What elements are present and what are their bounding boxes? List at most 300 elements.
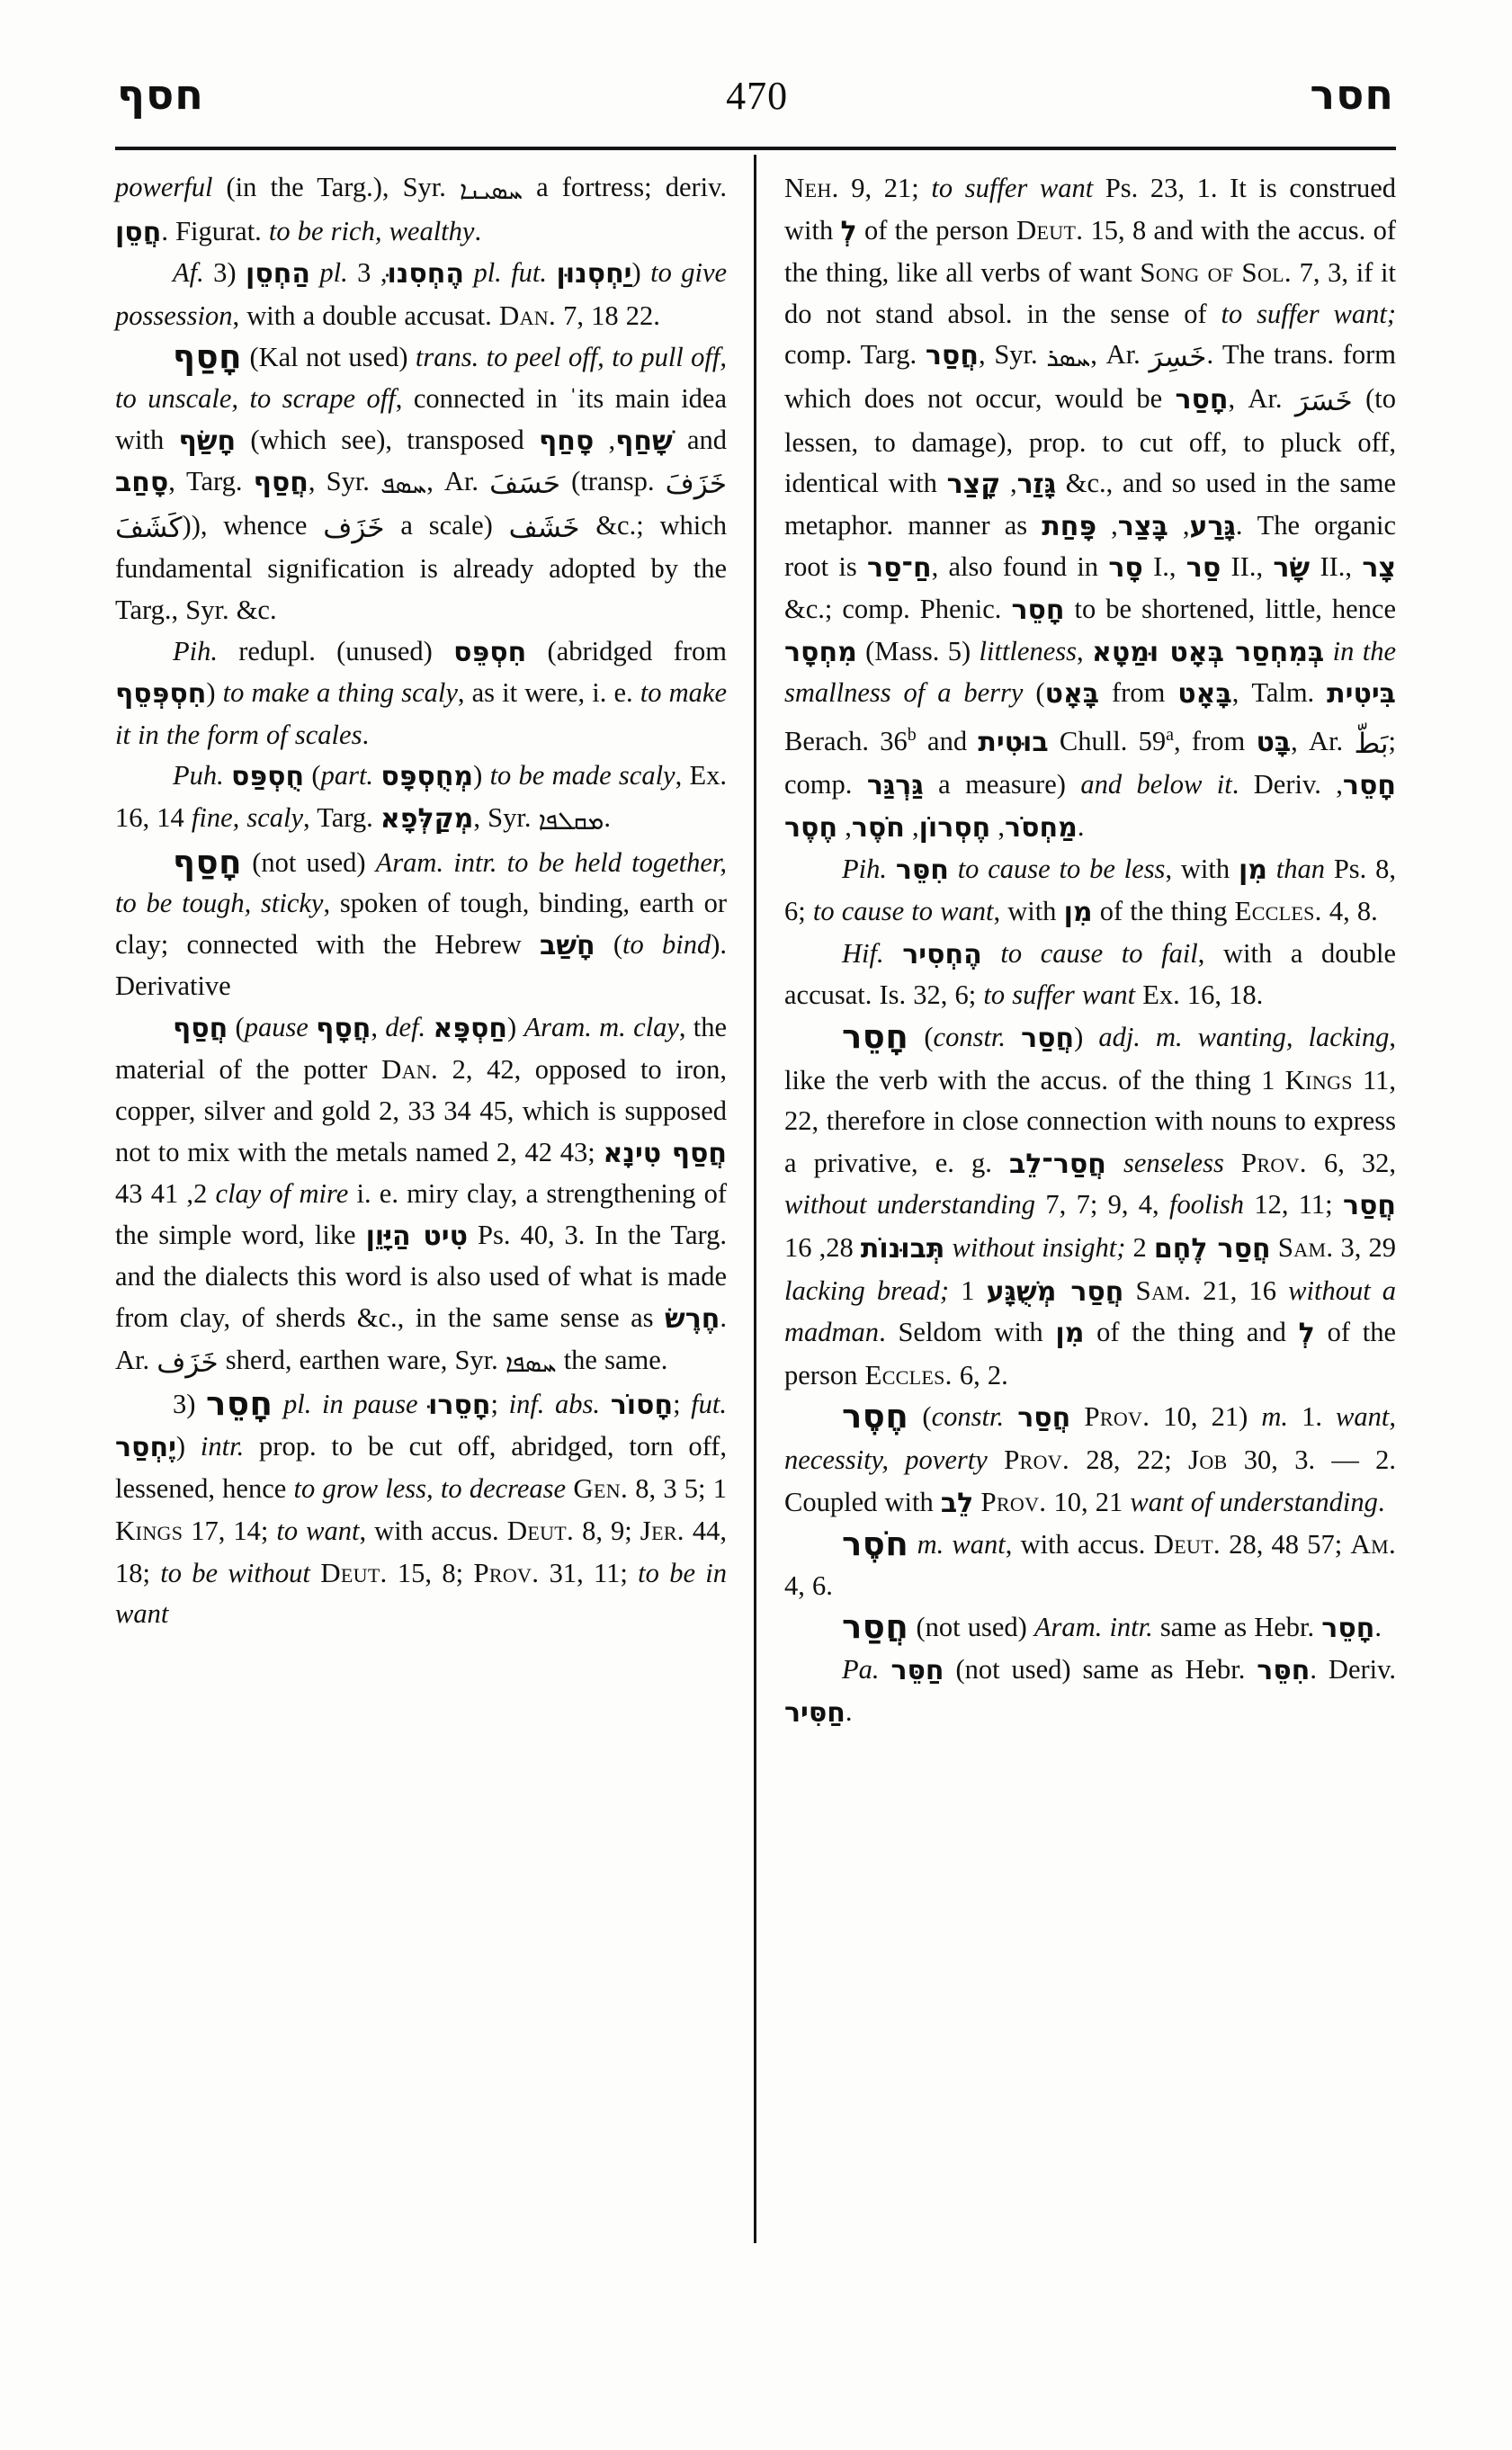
body-text: sherd, earthen ware, Syr. bbox=[218, 1344, 505, 1375]
body-text: to be shortened, little, hence bbox=[1064, 593, 1396, 624]
body-text: i. e. miry clay, a strengthening of the simple word, like bbox=[115, 1178, 728, 1250]
italic-gloss: fine, scaly bbox=[191, 801, 304, 833]
italic-gloss: fut. bbox=[691, 1389, 727, 1420]
italic-gloss: intr. bbox=[200, 1430, 245, 1462]
bible-reference: Kings bbox=[115, 1515, 183, 1546]
hebrew-word: חַסִּיר bbox=[784, 1696, 845, 1729]
entry-headword: חֶסֶר bbox=[842, 1397, 909, 1436]
hebrew-word: מַחְסֹר bbox=[1005, 812, 1078, 845]
header-rule bbox=[115, 147, 1396, 150]
body-text: , bbox=[371, 1011, 386, 1042]
body-text: ) bbox=[206, 677, 223, 709]
body-text: Ps. 8, 6; bbox=[784, 853, 1396, 927]
italic-gloss: inf. abs. bbox=[508, 1389, 601, 1420]
body-text: (Mass. 5) bbox=[856, 635, 980, 666]
italic-gloss: to cause to be less bbox=[957, 853, 1166, 884]
body-text: ( bbox=[908, 1401, 932, 1433]
hebrew-word: הַחְסֵן bbox=[246, 258, 310, 291]
body-text: , as it were, i. e. bbox=[457, 677, 640, 709]
entry-headword: חָסֵר bbox=[842, 1017, 909, 1057]
body-text: 8, 3 5; 1 bbox=[628, 1473, 728, 1505]
italic-gloss: trans. to peel off, to pull off, to unscale, to scrape off bbox=[115, 342, 728, 414]
body-text: 4, 8. bbox=[1321, 896, 1378, 927]
arabic-word: بَطّ bbox=[1354, 727, 1389, 760]
body-text: , bbox=[990, 811, 1006, 843]
hebrew-word: חֲסַר bbox=[1021, 1023, 1075, 1055]
hebrew-word: פָּחַת bbox=[1042, 510, 1097, 542]
running-head-right-hebrew: חסר bbox=[1310, 70, 1394, 119]
entry-paragraph bbox=[784, 934, 1396, 1016]
hebrew-word: בָּט bbox=[1256, 726, 1292, 758]
entry-paragraph bbox=[115, 1007, 727, 1383]
body-text: Ps. 40, 3. In the Targ. and the dialects this word is also used of what is made from clay, of sherds &c., in the same sense as bbox=[115, 1219, 728, 1334]
arabic-word: خَسِرَ bbox=[1149, 341, 1207, 374]
body-text: of the person bbox=[856, 214, 1016, 246]
arabic-word: خَزَف bbox=[323, 511, 385, 544]
body-text: same as Hebr. bbox=[1152, 1612, 1322, 1643]
body-text: , Ar. bbox=[1090, 339, 1150, 371]
body-text: comp. Targ. bbox=[784, 339, 926, 371]
body-text: (not used) bbox=[242, 846, 376, 878]
entry-paragraph bbox=[784, 849, 1396, 934]
hebrew-word: חָסֵר bbox=[1321, 1613, 1375, 1645]
body-text: a fortress; deriv. bbox=[523, 172, 728, 202]
italic-gloss: to be rich, wealthy bbox=[268, 215, 475, 246]
syriac-word: ܚܣܦܐ bbox=[505, 1347, 557, 1378]
body-text: . bbox=[845, 1695, 853, 1727]
body-text: , bbox=[837, 811, 852, 843]
body-text: 44, 18; bbox=[115, 1516, 728, 1588]
italic-gloss: to want bbox=[276, 1516, 360, 1546]
hebrew-word: חֻסְפַּס bbox=[231, 761, 305, 793]
body-text: 9, 21; bbox=[838, 173, 932, 203]
hebrew-word: חָסֵר bbox=[1342, 770, 1396, 802]
body-text: I., bbox=[1142, 551, 1186, 583]
italic-gloss: to make a thing scaly bbox=[222, 677, 458, 709]
body-text: 15, 8 and with the accus. of the thing, like all verbs of want bbox=[784, 214, 1396, 289]
body-text: . Seldom with bbox=[879, 1317, 1056, 1348]
hebrew-word: חֹסֶר bbox=[851, 812, 905, 845]
body-text: 6, 2. bbox=[952, 1359, 1008, 1390]
italic-gloss: Pih. bbox=[842, 853, 887, 884]
body-text: , bbox=[1168, 509, 1190, 541]
body-text: ) bbox=[175, 1430, 201, 1462]
body-text: , bbox=[1096, 509, 1118, 541]
italic-gloss: Aram. intr. to be held together, to be tough, sticky bbox=[115, 846, 727, 919]
body-text: . bbox=[1077, 811, 1085, 843]
hebrew-word: מִחְסָר bbox=[784, 636, 857, 668]
body-text bbox=[309, 1012, 316, 1042]
body-text: the same. bbox=[556, 1344, 668, 1375]
hebrew-word: בָּאָט bbox=[1044, 678, 1100, 711]
body-text: Ex. 16, 18. bbox=[1135, 979, 1264, 1011]
syriac-word: ܡܩܠܦܐ bbox=[538, 805, 604, 836]
bible-reference: Prov. bbox=[1084, 1400, 1150, 1433]
syriac-word: ܚܣܝܢܐ bbox=[459, 175, 523, 205]
body-text: 17, 14; bbox=[183, 1516, 277, 1546]
body-text: 3, 29 bbox=[1333, 1232, 1397, 1263]
body-text bbox=[1324, 636, 1332, 666]
hebrew-word: חִסְפְּסֵף bbox=[115, 678, 207, 711]
body-text: 30, 3. — 2. Coupled with bbox=[784, 1444, 1397, 1517]
body-text: . The trans. form which does not occur, would be bbox=[784, 339, 1396, 414]
bible-reference: Job bbox=[1187, 1443, 1228, 1475]
body-text: of the person bbox=[784, 1317, 1397, 1390]
right-column bbox=[784, 167, 1396, 2254]
hebrew-word: חֲסָף bbox=[316, 1012, 371, 1044]
body-text: . The organic root is bbox=[784, 509, 1397, 583]
hebrew-word: בְּמִחְסַר בְּאָט וּמַטָא bbox=[1091, 636, 1325, 668]
hebrew-word: חֶרֶשׂ bbox=[664, 1303, 720, 1336]
hebrew-word: חֲסַר לֶחֶם bbox=[1153, 1233, 1271, 1265]
body-text: 2, 41 43 bbox=[115, 1178, 216, 1210]
entry-paragraph bbox=[115, 253, 727, 336]
entry-paragraph bbox=[115, 756, 727, 841]
body-text: , Talm. bbox=[1231, 677, 1328, 709]
body-text: 7, 18 22. bbox=[556, 300, 660, 331]
bible-reference: Prov. bbox=[1004, 1443, 1070, 1475]
body-text: . bbox=[474, 215, 482, 246]
italic-gloss: and below it bbox=[1080, 769, 1232, 800]
body-text: and bbox=[672, 424, 727, 455]
body-text: 10, 21 bbox=[1046, 1486, 1131, 1517]
body-text: (which see), transposed bbox=[236, 424, 539, 455]
italic-gloss: pl. in pause bbox=[283, 1389, 418, 1420]
body-text: 2, 42, opposed to iron, copper, silver and gold 2, 33 34 45, which is supposed not to mix with the metals named 2, 42 43; bbox=[115, 1054, 727, 1167]
body-text: (3 bbox=[213, 257, 320, 289]
hebrew-word: מְחֻסְפָּס bbox=[380, 761, 474, 793]
body-text: , Ex. 16, 14 bbox=[115, 760, 727, 833]
body-text: , Ar. bbox=[426, 466, 490, 497]
hebrew-word: חַסְפָּא bbox=[433, 1012, 508, 1044]
body-text bbox=[982, 938, 1001, 969]
italic-gloss: m. want bbox=[917, 1529, 1006, 1560]
hebrew-word: חָסֵר bbox=[1011, 594, 1065, 626]
body-text: , with a double accusat. bbox=[232, 300, 499, 331]
body-text: 31, 11; bbox=[539, 1557, 639, 1588]
hebrew-word: סָחַף bbox=[538, 425, 595, 457]
hebrew-word: סַר bbox=[1185, 552, 1221, 585]
body-text: II., bbox=[1221, 551, 1274, 583]
italic-gloss: Aram. intr. bbox=[1033, 1612, 1153, 1643]
body-text: 28, 48 57; bbox=[1220, 1529, 1351, 1560]
running-head bbox=[117, 70, 1394, 133]
italic-gloss: clay of mire bbox=[215, 1178, 349, 1210]
body-text: , with a double accusat. Is. 32, 6; bbox=[784, 937, 1397, 1011]
italic-gloss: Pih. bbox=[173, 635, 218, 666]
bible-reference: Neh. bbox=[784, 172, 839, 203]
hebrew-word: מִן bbox=[1238, 854, 1267, 886]
body-text bbox=[1006, 1022, 1021, 1052]
italic-gloss: to suffer want; bbox=[1221, 298, 1396, 329]
hebrew-word: חֲסַר תְּבוּנוֹת bbox=[860, 1190, 1396, 1265]
hebrew-word: גָּרַע bbox=[1189, 510, 1236, 542]
body-text bbox=[1004, 1401, 1017, 1432]
hebrew-word: חָשַׁב bbox=[540, 929, 595, 961]
body-text: , bbox=[1076, 635, 1092, 666]
body-text: redupl. (unused) bbox=[217, 635, 454, 666]
body-text bbox=[310, 1558, 320, 1588]
body-text: (not used) same as Hebr. bbox=[944, 1653, 1257, 1685]
bible-reference: Sam. bbox=[1135, 1274, 1192, 1306]
body-text: , bbox=[904, 811, 919, 843]
body-text: 15, 8; bbox=[387, 1557, 474, 1588]
body-text: . bbox=[604, 801, 611, 833]
body-text bbox=[884, 938, 903, 969]
italic-gloss: to make it in the form of scales bbox=[115, 677, 728, 750]
body-text: (to lessen, to damage), prop. to cut off, to pluck off, identical with bbox=[784, 382, 1397, 499]
hebrew-word: חֶסְרוֹן bbox=[918, 812, 991, 845]
entry-paragraph bbox=[784, 1606, 1396, 1650]
syriac-word: ܚܣܪ bbox=[1046, 343, 1091, 373]
body-text bbox=[418, 1389, 429, 1419]
italic-gloss: senseless bbox=[1123, 1147, 1224, 1178]
italic-gloss: to be made scaly bbox=[489, 760, 675, 791]
body-text: . Figurat. bbox=[161, 215, 269, 246]
italic-gloss: to grow less, to decrease bbox=[293, 1473, 567, 1505]
body-text: (abridged from bbox=[526, 635, 728, 666]
hebrew-word: בִּיטִית bbox=[1327, 678, 1396, 711]
body-text: , also found in bbox=[931, 551, 1109, 583]
body-text: &c., and so used in the same metaphor. manner as bbox=[784, 468, 1397, 541]
hebrew-word: יַחְסְנוּן bbox=[556, 258, 632, 291]
italic-gloss: adj. m. wanting, lacking bbox=[1098, 1022, 1390, 1053]
body-text: 8, 9; bbox=[574, 1516, 640, 1546]
bible-reference: Dan. bbox=[498, 299, 557, 331]
body-text: ) bbox=[473, 760, 490, 791]
body-text: Chull. 59 bbox=[1048, 725, 1167, 756]
body-text: , with bbox=[1165, 853, 1239, 884]
hebrew-word: מִן bbox=[1063, 897, 1093, 929]
body-text: 10, 21) bbox=[1150, 1401, 1262, 1433]
body-text: ). Derivative bbox=[115, 928, 727, 1002]
italic-gloss: want, necessity, poverty bbox=[784, 1401, 1396, 1475]
body-text: ) bbox=[631, 257, 651, 289]
body-text: ; comp. bbox=[784, 725, 1396, 800]
body-text: 28, 16 bbox=[784, 1232, 953, 1263]
body-text: ( bbox=[304, 760, 321, 791]
body-text: (3 bbox=[173, 1389, 284, 1420]
body-text: , with accus. bbox=[1005, 1529, 1154, 1560]
arabic-word: خَسَرَ bbox=[1294, 384, 1353, 417]
hebrew-word: גָּזַר bbox=[1016, 469, 1057, 501]
body-text bbox=[224, 760, 231, 791]
body-text: Ps. 23, 1. It is construed with bbox=[784, 173, 1396, 246]
entry-headword: חָסֵר bbox=[206, 1384, 273, 1424]
entry-paragraph bbox=[115, 336, 727, 630]
bible-reference: Deut. bbox=[320, 1556, 388, 1588]
body-text: 1 bbox=[961, 1274, 1136, 1306]
entry-paragraph bbox=[784, 1524, 1396, 1606]
hebrew-word: חִסְפֵּס bbox=[453, 636, 527, 668]
body-text: (transp. bbox=[560, 466, 666, 497]
body-text: , Targ. bbox=[303, 801, 380, 833]
body-text: , bbox=[594, 424, 616, 455]
body-text bbox=[1106, 1148, 1123, 1178]
body-text: (not used) bbox=[908, 1612, 1034, 1643]
italic-gloss: without understanding bbox=[784, 1189, 1036, 1221]
bible-reference: Song of Sol. bbox=[1140, 256, 1292, 289]
body-text: ( bbox=[182, 509, 192, 541]
arabic-word: خَزَف bbox=[157, 1346, 219, 1379]
body-text: . bbox=[1377, 1486, 1385, 1517]
bible-reference: Eccles. bbox=[1234, 895, 1322, 927]
entry-paragraph bbox=[115, 167, 727, 253]
bible-reference: Jer. bbox=[640, 1515, 684, 1546]
body-text bbox=[887, 854, 896, 884]
hebrew-word: חֲסַר bbox=[925, 340, 979, 372]
body-text bbox=[1070, 1401, 1084, 1432]
italic-gloss: to cause to fail bbox=[1000, 937, 1198, 969]
hebrew-word: לְ bbox=[840, 215, 857, 247]
hebrew-word: חַסֵּר bbox=[890, 1654, 944, 1686]
italic-gloss: lacking bread; bbox=[784, 1274, 950, 1306]
left-column bbox=[115, 167, 727, 2254]
body-text: &c.; comp. Phenic. bbox=[784, 593, 1012, 624]
italic-gloss: to be without bbox=[160, 1557, 310, 1588]
body-text bbox=[348, 257, 357, 288]
italic-gloss: constr. bbox=[931, 1401, 1005, 1433]
hebrew-word: חִסֵּר bbox=[895, 854, 949, 886]
italic-gloss: part. bbox=[320, 760, 374, 791]
hebrew-word: יֶחְסַר bbox=[115, 1431, 176, 1463]
hebrew-word: חִסֵּר bbox=[1257, 1654, 1311, 1686]
body-text: 2 bbox=[1132, 1232, 1278, 1263]
entry-headword: חָסַף bbox=[173, 842, 243, 881]
italic-gloss: m. bbox=[1261, 1401, 1288, 1433]
arabic-word: خَزَفَ bbox=[665, 468, 727, 501]
hebrew-word: מְקַלְּפָא bbox=[380, 802, 474, 835]
hebrew-word: לֵב bbox=[940, 1487, 974, 1519]
superscript-folio: b bbox=[907, 724, 917, 745]
body-text: (in the Targ.), Syr. bbox=[212, 172, 460, 202]
italic-gloss: to cause to want bbox=[812, 896, 994, 927]
body-text: , bbox=[1336, 769, 1343, 800]
body-text: . Deriv. bbox=[1310, 1653, 1397, 1685]
body-text: 11, 22, therefore in close connection with nouns to express a privative, e. g. bbox=[784, 1064, 1396, 1178]
bible-reference: Prov. bbox=[980, 1485, 1047, 1517]
entry-headword: חָסַף bbox=[173, 337, 243, 377]
body-text: ( bbox=[228, 1011, 245, 1042]
bible-reference: Dan. bbox=[380, 1053, 439, 1086]
body-text: , Ar. bbox=[1228, 382, 1295, 414]
bible-reference: Eccles. bbox=[864, 1358, 953, 1390]
entry-paragraph bbox=[784, 1016, 1396, 1396]
bible-reference: Deut. bbox=[1153, 1528, 1221, 1560]
italic-gloss: pl. bbox=[319, 257, 348, 289]
body-text: from bbox=[1099, 677, 1178, 709]
arabic-word: حَسَفَ bbox=[489, 468, 561, 501]
body-text: , from bbox=[1174, 725, 1257, 756]
body-text: of the thing and bbox=[1084, 1317, 1299, 1348]
hebrew-word: חֶסֶר bbox=[784, 812, 838, 845]
entry-paragraph bbox=[115, 631, 727, 756]
hebrew-word: גַּרְגַּר bbox=[866, 770, 924, 802]
body-text bbox=[988, 1444, 1004, 1475]
hebrew-word: חֲסַף טִינָא bbox=[603, 1137, 727, 1169]
hebrew-word: חֲסַר bbox=[1017, 1402, 1071, 1435]
arabic-word: كَشَفَ bbox=[115, 511, 183, 544]
italic-gloss: to be in want bbox=[115, 1557, 727, 1630]
italic-gloss: Af. bbox=[173, 257, 204, 289]
body-text: , with accus. bbox=[359, 1516, 507, 1546]
hebrew-word: חַ־סַר bbox=[867, 552, 932, 585]
page-number: 470 bbox=[726, 74, 789, 118]
hebrew-word: חֲסַר מְשֻׁגָּע bbox=[986, 1275, 1124, 1308]
italic-gloss: to suffer want bbox=[931, 173, 1094, 203]
hebrew-word: חֲסַף bbox=[253, 467, 309, 499]
body-text: , 3 bbox=[357, 257, 474, 289]
hebrew-word: בָּצַר bbox=[1117, 510, 1168, 542]
body-text: Berach. 36 bbox=[784, 725, 908, 756]
body-text: . bbox=[362, 719, 370, 750]
body-text: ) bbox=[507, 1011, 524, 1042]
italic-gloss: in the smallness of a berry bbox=[784, 635, 1396, 709]
body-text: ( bbox=[1023, 677, 1045, 709]
bible-reference: Kings bbox=[1284, 1063, 1353, 1095]
body-text: , Targ. bbox=[168, 466, 254, 497]
body-text: , the material of the potter bbox=[115, 1011, 728, 1086]
italic-gloss: than bbox=[1275, 853, 1326, 884]
italic-gloss: littleness bbox=[979, 635, 1077, 666]
entry-headword: חֲסַר bbox=[842, 1607, 909, 1647]
hebrew-word: צָר bbox=[1362, 552, 1396, 585]
running-head-left-hebrew: חסף bbox=[117, 70, 204, 119]
italic-gloss: Pa. bbox=[842, 1653, 880, 1685]
body-text: . Deriv. bbox=[1231, 769, 1337, 800]
body-text: , connected in ˈits main idea with bbox=[115, 382, 727, 455]
italic-gloss: Hif. bbox=[842, 937, 884, 969]
body-text: 7, 7; 9, 4, bbox=[1035, 1189, 1169, 1221]
body-text bbox=[880, 1654, 891, 1685]
body-text: 28, 22; bbox=[1069, 1444, 1188, 1475]
body-text: , spoken of tough, binding, earth or clay; connected with the Hebrew bbox=[115, 888, 727, 960]
hebrew-word: חָסוֹר bbox=[610, 1390, 674, 1422]
hebrew-word: חָסַר bbox=[1175, 383, 1229, 416]
body-text: ), whence bbox=[191, 509, 324, 541]
bible-reference: Deut. bbox=[506, 1515, 575, 1546]
bible-reference: Prov. bbox=[473, 1556, 540, 1588]
italic-gloss: to give possession bbox=[115, 257, 728, 331]
entry-paragraph bbox=[115, 842, 727, 1007]
italic-gloss: Aram. m. clay bbox=[523, 1011, 679, 1042]
bible-reference: Deut. bbox=[1015, 213, 1084, 246]
body-text: a measure) bbox=[923, 769, 1081, 800]
superscript-folio: a bbox=[1166, 724, 1175, 745]
body-text: a scale) bbox=[384, 509, 509, 541]
body-text: , Syr. bbox=[473, 801, 539, 833]
bible-reference: Prov. bbox=[1240, 1146, 1307, 1178]
body-text: , Syr. bbox=[308, 466, 381, 497]
hebrew-word: סָחַב bbox=[115, 467, 169, 499]
body-text bbox=[949, 854, 958, 884]
italic-gloss: powerful bbox=[115, 172, 213, 202]
body-text: , Ar. bbox=[1291, 725, 1355, 756]
entry-paragraph bbox=[784, 1396, 1396, 1524]
entry-paragraph bbox=[784, 167, 1396, 849]
body-text bbox=[1125, 1232, 1132, 1263]
body-text: ; bbox=[673, 1389, 692, 1420]
entry-headword: חֹסֶר bbox=[842, 1525, 909, 1564]
hebrew-word: הֶחְסִנוּ bbox=[387, 258, 464, 291]
body-text: , like the verb with the accus. of the thing 1 bbox=[784, 1022, 1396, 1095]
body-text bbox=[1224, 1148, 1241, 1178]
italic-gloss: def. bbox=[385, 1011, 426, 1042]
body-text: , bbox=[1000, 468, 1017, 499]
italic-gloss: foolish bbox=[1168, 1189, 1245, 1221]
body-text: prop. to be cut off, abridged, torn off, lessened, hence bbox=[115, 1430, 727, 1505]
hebrew-word: הֶחְסִיר bbox=[902, 938, 982, 970]
